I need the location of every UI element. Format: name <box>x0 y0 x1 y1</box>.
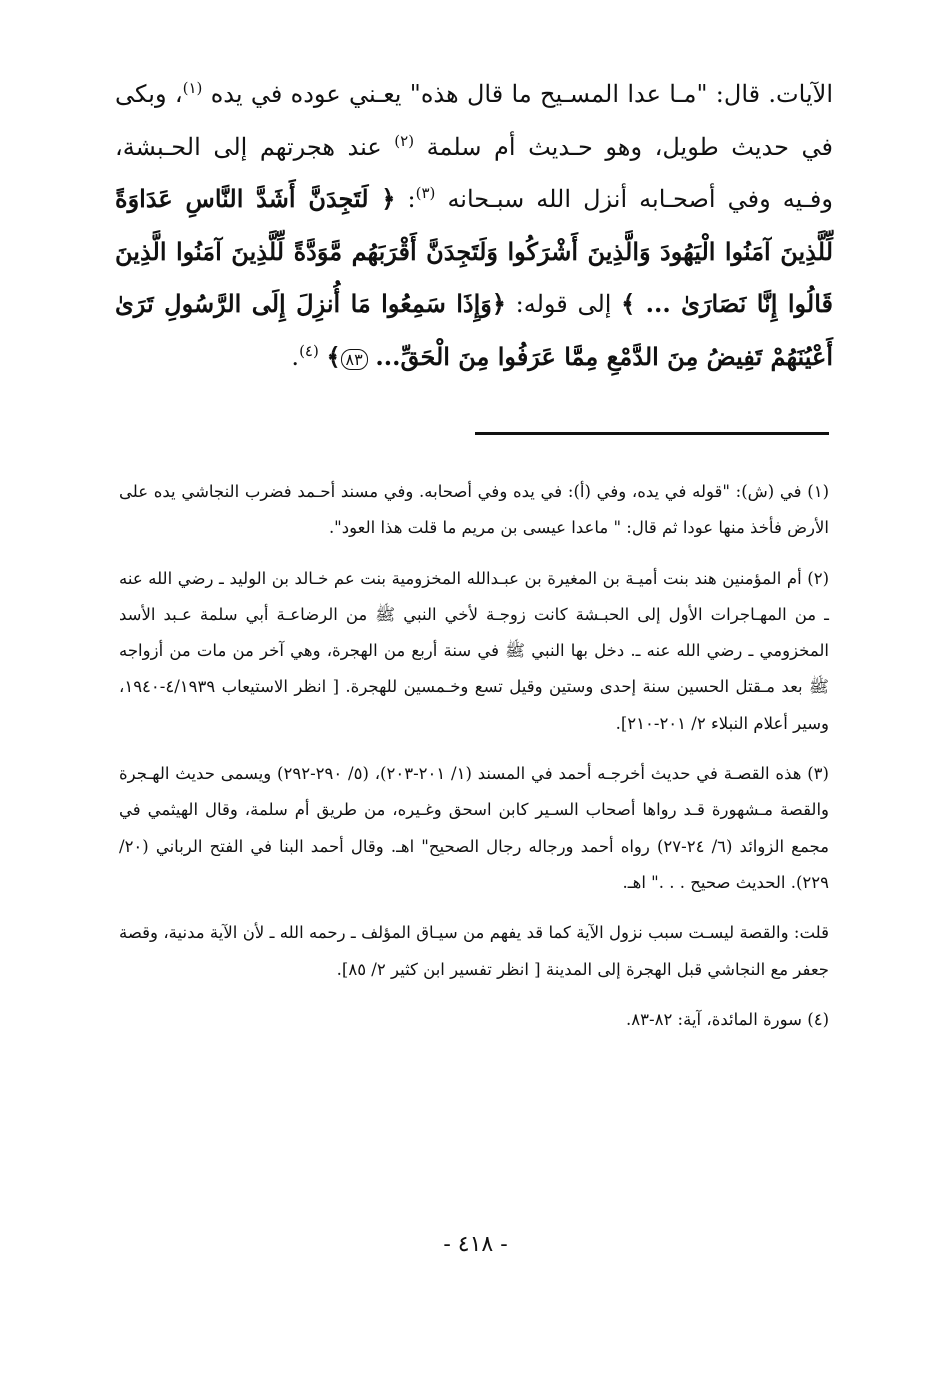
main-text <box>115 68 833 386</box>
text-segment: ، وبكى في حديث طويل، وهو حـديث أم سلمة <box>115 80 833 161</box>
text-segment: . <box>291 342 300 371</box>
main-paragraph <box>115 68 833 386</box>
footnote-3: (٣) هذه القصـة في حديث أخرجـه أحمد في المسند (١/ ٢٠١-٢٠٣)، (٥/ ٢٩٠-٢٩٢) ويسمى حديث الهـجرة والقصة مـشهورة قـد رواها أصحاب السـير كابن اسحق وغـيره، من طريق أم سلمة، وقال الهيثمي في مجمع الزوائد (٦/ ٢٤-٢٧) رواه أحمد ورجاله رجال الصحيح" اهـ. وقال أحمد البنا في الفتح الرباني (٢٠/ ٢٢٩). الحديث صحيح . . ." اهـ. <box>119 764 829 892</box>
text-segment: الآيات. قال: "مـا عدا المسـيح ما قال هذه" يعـني عوده في يده <box>210 80 833 108</box>
footnote-separator <box>475 432 829 435</box>
footnote-ref-1: (١) <box>182 79 203 97</box>
footnote-ref-4: (٤) <box>299 341 319 360</box>
footnote-4: (٤) سورة المائدة، آية: ٨٢-٨٣. <box>626 1009 829 1029</box>
page-number: - ٤١٨ - <box>443 1232 508 1257</box>
footnote-3-note: قلت: والقصة ليسـت سبب نزول الآية كما قد يفهم من سيـاق المؤلف ـ رحمه الله ـ لأن الآية مدنية، وقصة جعفر مع النجاشي قبل الهجرة إلى المدينة [ انظر تفسير ابن كثير ٢/ ٨٥]. <box>119 923 829 979</box>
footnote-ref-2: (٢) <box>394 131 415 150</box>
footnote-1: (١) في (ش): "قوله في يده، وفي (أ): في يده وفي أصحابه. وفي مسند أحـمد فضرب النجاشي يده على الأرض فأخذ منها عودا ثم قال: " ماعدا عيسى بن مريم ما قلت هذا العود". <box>119 482 829 538</box>
quran-verse-2: ﴿وَإِذَا سَمِعُوا مَا أُنزِلَ إِلَى الرَّسُولِ تَرَىٰ أَعْيُنَهُمْ تَفِيضُ مِنَ الدَّمْعِ مِمَّا عَرَفُوا مِنَ الْحَقِّ... <box>115 289 833 371</box>
text-segment: إلى قوله: <box>505 290 622 318</box>
text-segment: عند هجرتهم إلى الحـبشة، وفـيه وفي أصحـابه أنزل الله سبـحانه <box>115 132 833 213</box>
text-segment: : <box>395 185 416 213</box>
verse-close-bracket: ﴾ <box>326 341 341 371</box>
footnote-2: (٢) أم المؤمنين هند بنت أميـة بن المغيرة بن عبـدالله المخزومية بنت عم خـالد بن الوليد ـ رضي الله عنه ـ من المهـاجرات الأول إلى الحبـشة كانت زوجـة لأخي النبي ﷺ من الرضاعـة أبي سلمة عـبد الأسد المخزومي ـ رضي الله عنه ـ. دخل بها النبي ﷺ في سنة أربع من الهجرة، وهي آخر من مات من أزواجه ﷺ بعد مـقتل الحسين سنة إحدى وستين وقيل تسع وخـمسين للهجرة. [ انظر الاستيعاب ٤/١٩٣٩-١٩٤٠، وسير أعلام النبلاء ٢/ ٢٠١-٢١٠]. <box>119 568 829 733</box>
quran-verse-1: ﴿ لَتَجِدَنَّ أَشَدَّ النَّاسِ عَدَاوَةً لِّلَّذِينَ آمَنُوا الْيَهُودَ وَالَّذِينَ أَشْرَكُوا وَلَتَجِدَنَّ أَقْرَبَهُم مَّوَدَّةً لِّلَّذِينَ آمَنُوا الَّذِينَ قَالُوا إِنَّا نَصَارَىٰ ... ﴾ <box>115 184 833 318</box>
ayah-number-marker: ٨٣ <box>341 349 368 370</box>
footnote-ref-3: (٣) <box>415 184 436 202</box>
footnotes-section <box>119 474 829 1052</box>
